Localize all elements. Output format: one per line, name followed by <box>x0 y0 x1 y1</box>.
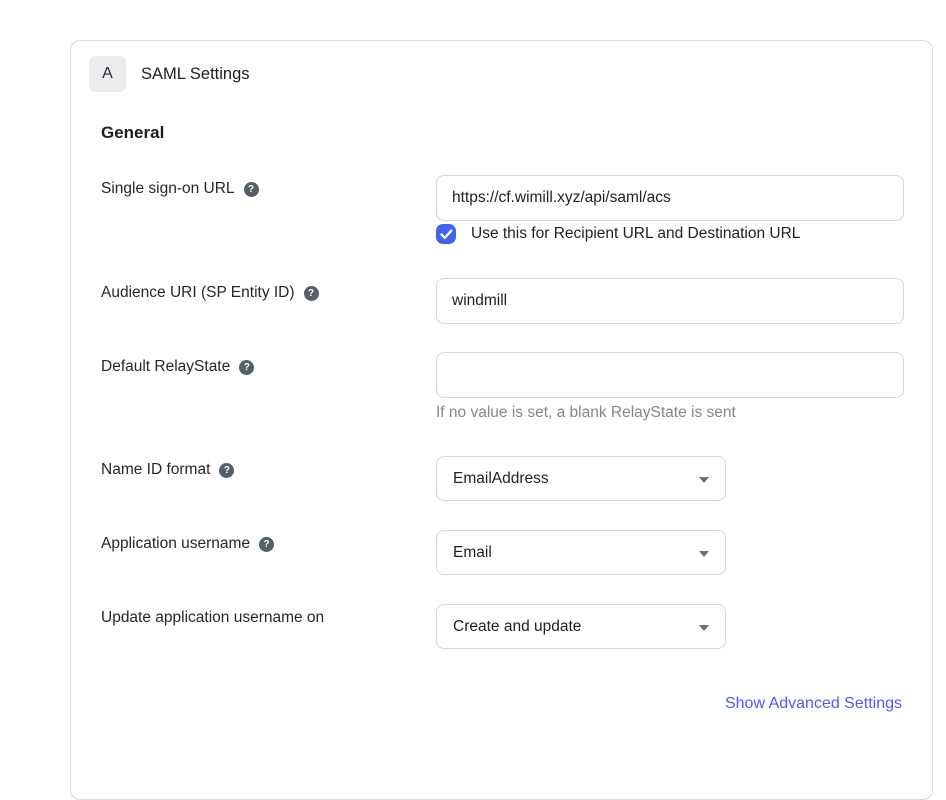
help-icon[interactable]: ? <box>219 463 234 478</box>
sso-url-label <box>101 179 259 199</box>
section-badge: A <box>89 56 126 92</box>
update-app-username-select[interactable] <box>436 604 726 649</box>
app-username-label-text: Application username <box>101 535 251 552</box>
app-username-value: Email <box>453 543 492 561</box>
audience-uri-input[interactable] <box>436 278 904 324</box>
name-id-format-label <box>101 460 234 480</box>
audience-uri-label <box>101 283 319 303</box>
relay-state-label-text: Default RelayState <box>101 358 231 375</box>
update-app-username-label <box>101 608 324 628</box>
update-app-username-value: Create and update <box>453 617 582 635</box>
general-heading: General <box>101 123 165 142</box>
name-id-format-select[interactable] <box>436 456 726 501</box>
update-app-username-label-text: Update application username on <box>101 609 325 626</box>
help-icon[interactable]: ? <box>239 360 254 375</box>
help-icon[interactable]: ? <box>304 286 319 301</box>
relay-state-helper-text: If no value is set, a blank RelayState is sent <box>436 404 736 421</box>
app-username-label <box>101 534 274 554</box>
recipient-url-checkbox-label: Use this for Recipient URL and Destination URL <box>471 225 801 242</box>
name-id-format-value: EmailAddress <box>453 469 549 487</box>
help-icon[interactable]: ? <box>244 182 259 197</box>
sso-url-input[interactable] <box>436 175 904 221</box>
chevron-down-icon <box>699 551 709 557</box>
page-title: SAML Settings <box>141 65 250 83</box>
saml-settings-card <box>70 40 933 800</box>
audience-uri-label-text: Audience URI (SP Entity ID) <box>101 284 295 301</box>
chevron-down-icon <box>699 625 709 631</box>
help-icon[interactable]: ? <box>259 537 274 552</box>
show-advanced-settings-link[interactable]: Show Advanced Settings <box>724 695 902 712</box>
checkbox-checked-icon[interactable] <box>436 224 456 244</box>
sso-url-label-text: Single sign-on URL <box>101 180 235 197</box>
app-username-select[interactable] <box>436 530 726 575</box>
relay-state-label <box>101 357 254 377</box>
relay-state-input[interactable] <box>436 352 904 398</box>
name-id-format-label-text: Name ID format <box>101 461 211 478</box>
chevron-down-icon <box>699 477 709 483</box>
recipient-url-checkbox-row[interactable] <box>436 224 800 244</box>
